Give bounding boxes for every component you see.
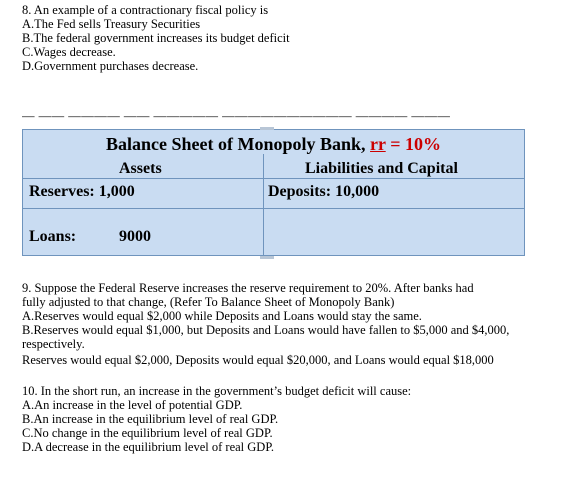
q10-option-a: A.An increase in the level of potential GDP.	[22, 398, 243, 412]
liabilities-header: Liabilities and Capital	[305, 160, 458, 177]
q9-stem-line-2: fully adjusted to that change, (Refer To Balance Sheet of Monopoly Bank)	[22, 295, 395, 309]
q9-option-c: Reserves would equal $2,000, Deposits would equal $20,000, and Loans would equal $18,000	[22, 353, 494, 367]
q8-option-d: D.Government purchases decrease.	[22, 59, 199, 73]
row-divider	[23, 178, 524, 179]
q10-option-d: D.A decrease in the equilibrium level of real GDP.	[22, 440, 275, 454]
q9-option-b-line-2: respectively.	[22, 337, 85, 351]
rr-value: = 10%	[385, 134, 441, 154]
resize-handle-bottom	[260, 256, 274, 259]
loans-label: Loans:	[29, 228, 77, 245]
resize-handle-top	[260, 127, 274, 130]
balance-sheet-title: Balance Sheet of Monopoly Bank, rr = 10%	[106, 134, 441, 154]
assets-header: Assets	[119, 160, 162, 177]
q8-stem: 8. An example of a contractionary fiscal policy is	[22, 3, 269, 17]
reserves-cell: Reserves: 1,000	[29, 183, 135, 200]
cropped-text-line: — —— ———— —— ————— —————————— ———— ———	[22, 113, 451, 123]
q9-option-b-line-1: B.Reserves would equal $1,000, but Deposits and Loans would have fallen to $5,000 and $4,000,	[22, 323, 510, 337]
q9-stem-line-1: 9. Suppose the Federal Reserve increases the reserve requirement to 20%. After banks had	[22, 281, 474, 295]
q10-option-b: B.An increase in the equilibrium level of real GDP.	[22, 412, 279, 426]
balance-sheet-table	[22, 129, 525, 256]
q8-option-c: C.Wages decrease.	[22, 45, 116, 59]
rr-label: rr	[370, 134, 386, 154]
loans-value: 9000	[119, 228, 151, 245]
q10-stem: 10. In the short run, an increase in the government’s budget deficit will cause:	[22, 384, 412, 398]
q8-option-b: B.The federal government increases its budget deficit	[22, 31, 290, 45]
column-divider	[263, 154, 264, 256]
q8-option-a: A.The Fed sells Treasury Securities	[22, 17, 201, 31]
q10-option-c: C.No change in the equilibrium level of real GDP.	[22, 426, 273, 440]
q9-option-a: A.Reserves would equal $2,000 while Deposits and Loans would stay the same.	[22, 309, 422, 323]
row-divider-2	[23, 208, 524, 209]
deposits-cell: Deposits: 10,000	[268, 183, 380, 200]
